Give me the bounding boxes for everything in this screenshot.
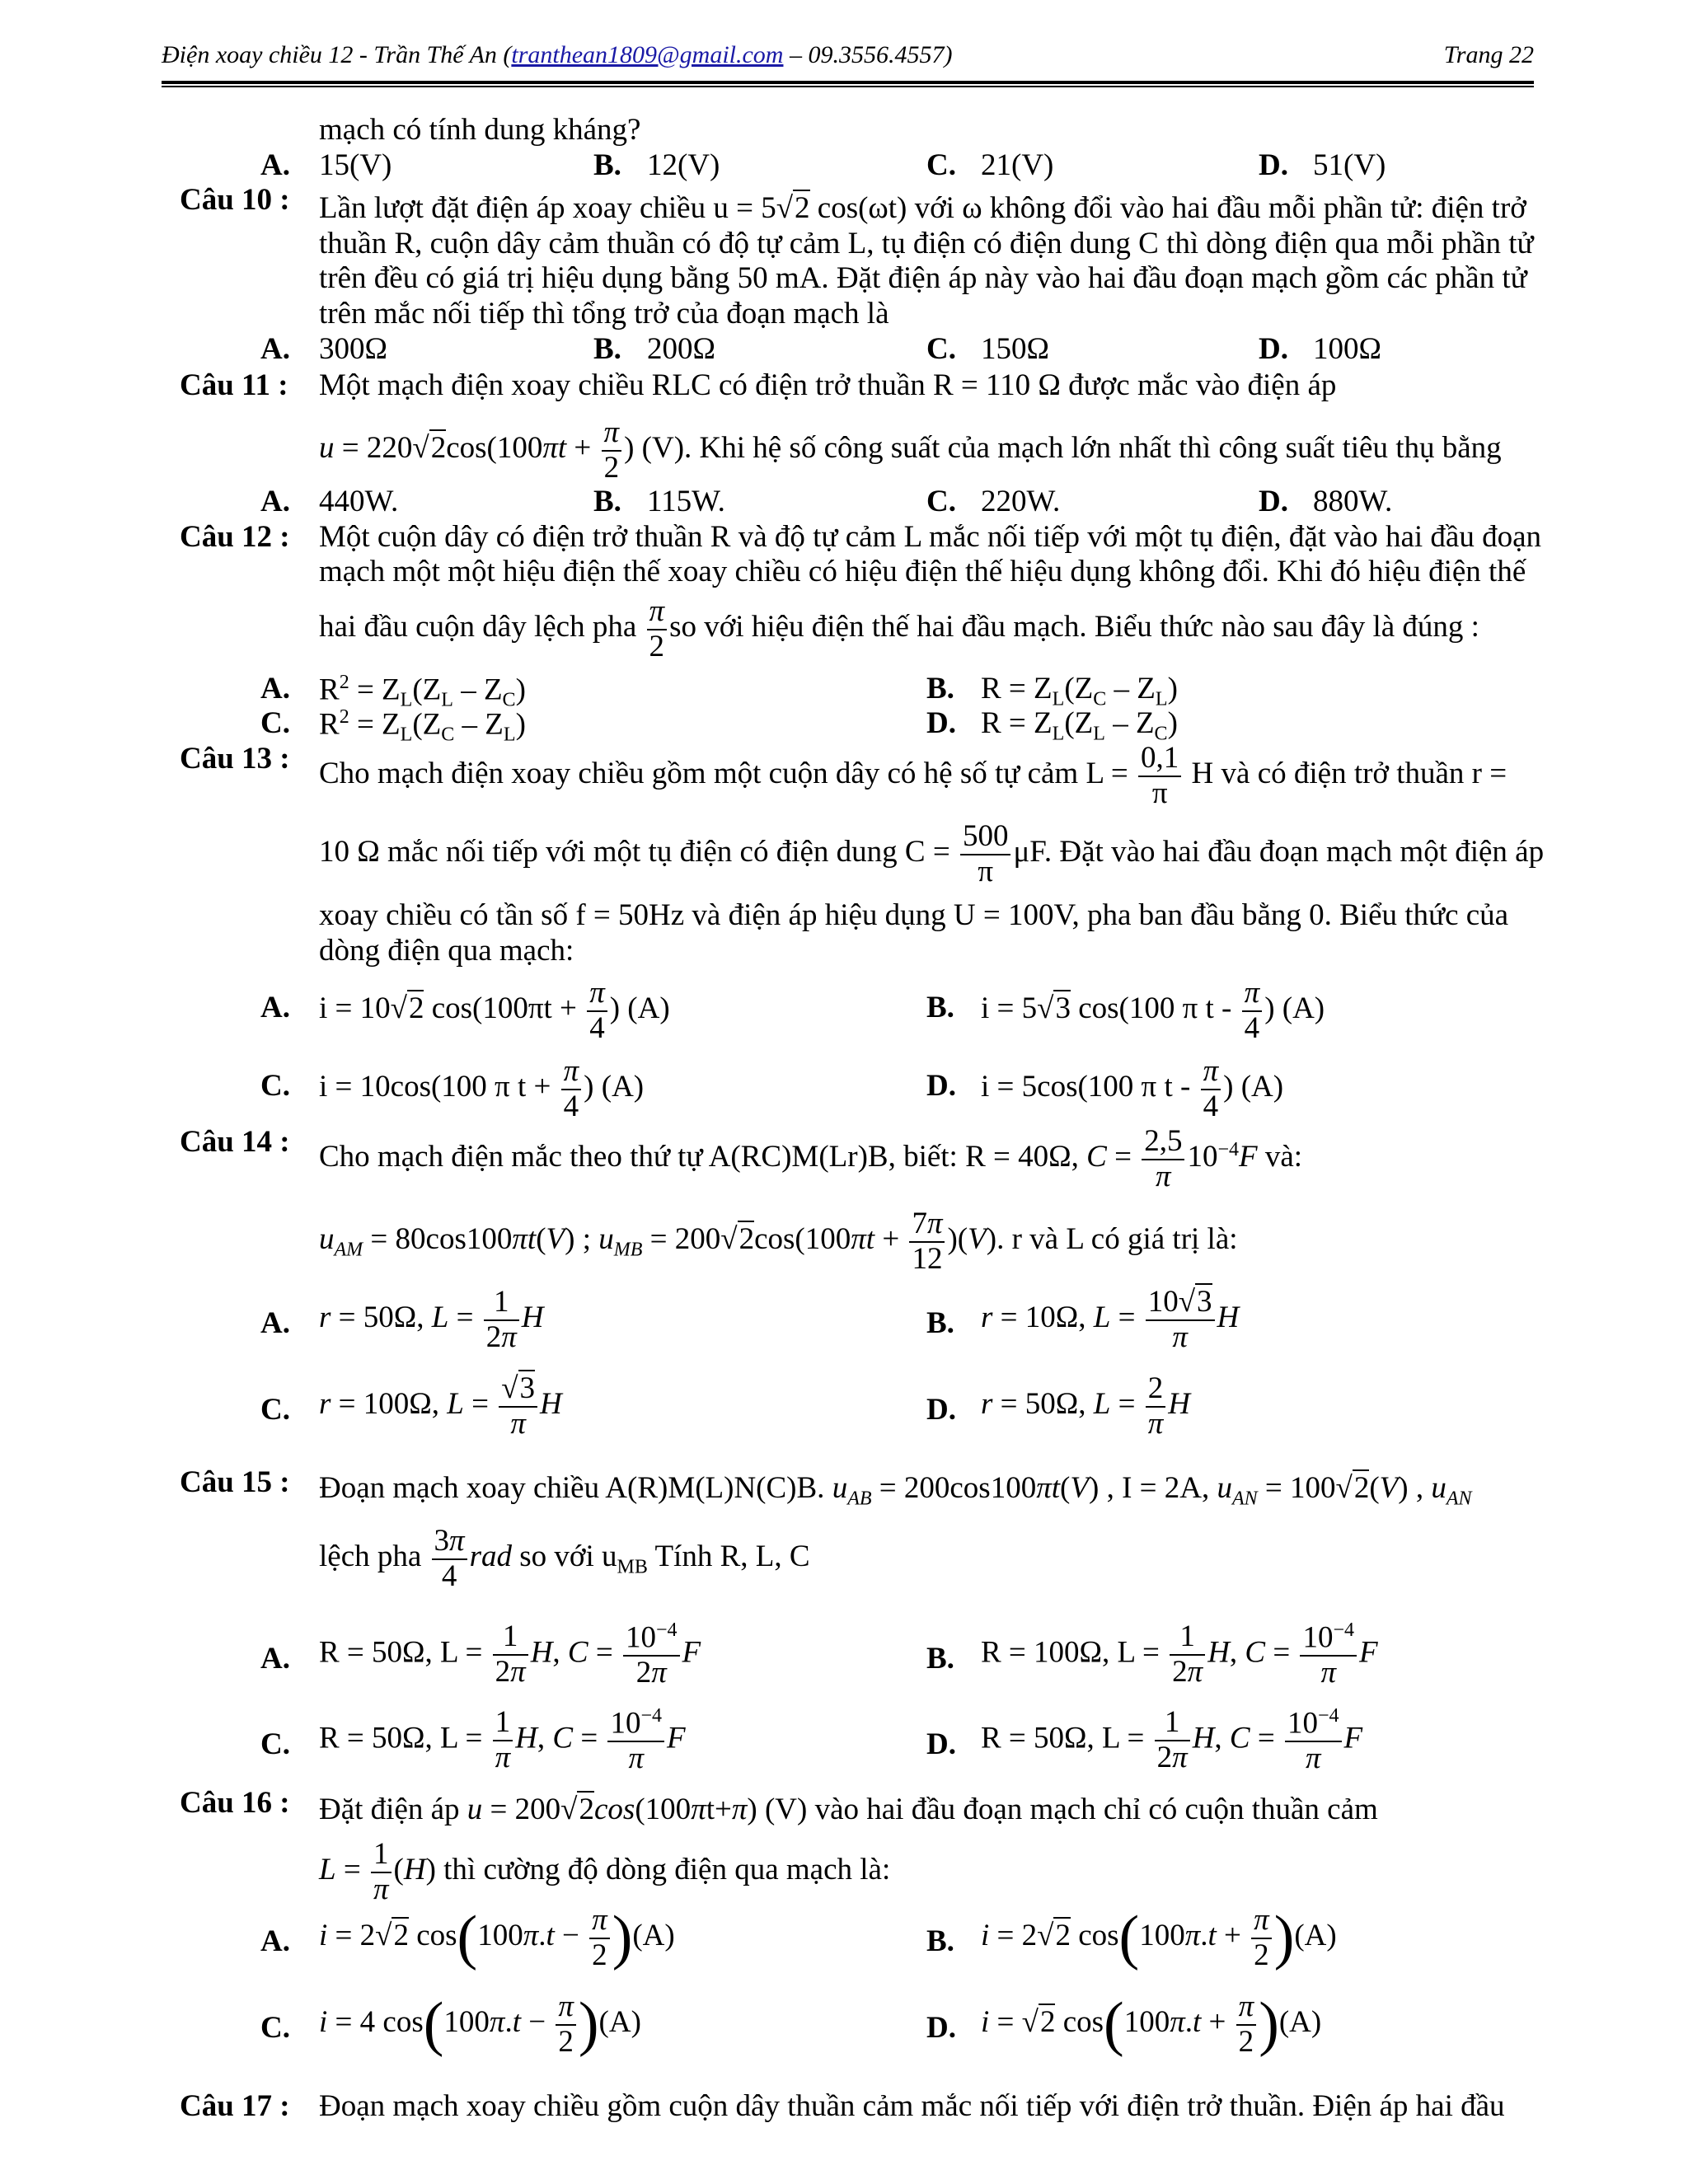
- q10-option-b: 200Ω: [647, 332, 715, 366]
- q16-option-d: i = √2 cos(100π.t + $\frac{\pi}{2}$ )(A): [981, 1990, 1322, 2059]
- question-label: Câu 11 :: [180, 368, 288, 402]
- q12-line2: mạch một một hiệu điện thế xoay chiều có hiệu điện thế hiệu dụng không đổi. Khi đó hiệu điện thế: [319, 555, 1526, 588]
- q14-option-b: r = 10Ω, L = $\frac{10√3}{\pi}$ H: [981, 1285, 1240, 1354]
- email-link[interactable]: tranthean1809@gmail.com: [511, 41, 784, 68]
- q10-option-a: 300Ω: [319, 332, 387, 366]
- q11-option-d: 880W.: [1313, 485, 1393, 518]
- q14-option-a: r = 50Ω, L = $\frac{1}{2\pi}$ H: [319, 1285, 544, 1354]
- page-header: [162, 41, 1534, 70]
- q16-option-a: i = 2√2 cos(100π.t − $\frac{\pi}{2}$ )(A): [319, 1903, 675, 1972]
- question-label: Câu 15 :: [180, 1465, 290, 1499]
- q15-line1: Đoạn mạch xoay chiều A(R)M(L)N(C)B. $u_{AB} = 200\cos 100\pi t(V)$ , I = 2A, $u_{AN} = 100√2(V)$ , $u_{AN}$: [319, 1471, 1472, 1510]
- q17-line1: Đoạn mạch xoay chiều gồm cuộn dây thuần cảm mắc nối tiếp với điện trở thuần. Điện áp hai đầu: [319, 2089, 1505, 2123]
- q10-line2: thuần R, cuộn dây cảm thuần có độ tự cảm L, tụ điện có điện dung C thì dòng điện qua mỗi phần tử: [319, 227, 1534, 260]
- q13-option-d: i = 5cos(100 π t - $\frac{\pi}{4}$ ) (A): [981, 1054, 1284, 1123]
- q11-option-a: 440W.: [319, 485, 399, 518]
- q13-option-b: i = 5√3 cos(100 π t - $\frac{\pi}{4}$ ) (A): [981, 976, 1325, 1045]
- page-number: Trang 22: [1443, 41, 1534, 68]
- q13-option-c: i = 10cos(100 π t + $\frac{\pi}{4}$ ) (A): [319, 1054, 645, 1123]
- q11-line2: u = 220√2cos(100πt + $\frac{\pi}{2}$ ) (V). Khi hệ số công suất của mạch lớn nhất thì công suất tiêu thụ bằng: [319, 415, 1502, 485]
- q13-line2: 10 Ω mắc nối tiếp với một tụ điện có điện dung C = $\frac{500}{\pi}$ μF. Đặt vào hai đầu đoạn mạch một điện áp: [319, 819, 1545, 888]
- question-label: Câu 16 :: [180, 1786, 290, 1820]
- header-rule-thin: [162, 86, 1534, 87]
- q12-option-d: $R = Z_L(Z_L - Z_C)$: [981, 706, 1178, 745]
- question-label: Câu 17 :: [180, 2089, 290, 2123]
- q13-line1: Cho mạch điện xoay chiều gồm một cuộn dây có hệ số tự cảm L = $\frac{0,1}{\pi}$ H và có điện trở thuần r =: [319, 741, 1507, 810]
- header-rule-thick: [162, 81, 1534, 84]
- q9-option-b: 12(V): [647, 148, 720, 182]
- q10-line4: trên mắc nối tiếp thì tổng trở của đoạn mạch là: [319, 297, 889, 330]
- q15-option-b: R = 100Ω, L = $\frac{1}{2\pi}$ H, C = $\frac{10^{-4}}{\pi}$ F: [981, 1619, 1378, 1690]
- q12-line3: hai đầu cuộn dây lệch pha $\frac{\pi}{2}$ so với hiệu điện thế hai đầu mạch. Biểu thức nào sau đây là đúng :: [319, 594, 1479, 663]
- q16-line2: L = $\frac{1}{\pi}$ (H) thì cường độ dòng điện qua mạch là:: [319, 1837, 891, 1906]
- q11-option-c: 220W.: [981, 485, 1061, 518]
- q14-option-c: r = 100Ω, L = $\frac{√3}{\pi}$ H: [319, 1371, 562, 1441]
- q15-option-c: R = 50Ω, L = $\frac{1}{\pi}$ H, C = $\frac{10^{-4}}{\pi}$ F: [319, 1705, 686, 1776]
- q12-line1: Một cuộn dây có điện trở thuần R và độ tự cảm L mắc nối tiếp với một tụ điện, đặt vào hai đầu đoạn: [319, 520, 1541, 554]
- q11-line1: Một mạch điện xoay chiều RLC có điện trở thuần R = 110 Ω được mắc vào điện áp: [319, 368, 1337, 402]
- q13-line4: dòng điện qua mạch:: [319, 934, 574, 968]
- question-label: Câu 10 :: [180, 183, 290, 217]
- q12-option-a: $R^2 = Z_L(Z_L - Z_C)$: [319, 672, 526, 711]
- q14-line1: Cho mạch điện mắc theo thứ tự A(RC)M(Lr)B, biết: R = 40Ω, C = $\frac{2,5}{\pi}$ $10^{-4}F$ và:: [319, 1124, 1303, 1193]
- q15-option-a: R = 50Ω, L = $\frac{1}{2\pi}$ H, C = $\frac{10^{-4}}{2\pi}$ F: [319, 1619, 701, 1690]
- q9-option-c: 21(V): [981, 148, 1054, 182]
- header-title: Điện xoay chiều 12 - Trần Thế An (: [162, 41, 512, 68]
- q10-line3: trên đều có giá trị hiệu dụng bằng 50 mA. Đặt điện áp này vào hai đầu đoạn mạch gồm các phần tử: [319, 261, 1527, 295]
- q13-option-a: i = 10√2 cos(100πt + $\frac{\pi}{4}$ ) (A): [319, 976, 670, 1045]
- header-phone: – 09.3556.4557): [783, 41, 953, 68]
- q12-option-c: $R^2 = Z_L(Z_C - Z_L)$: [319, 706, 526, 746]
- q9-option-a: 15(V): [319, 148, 392, 182]
- q16-option-b: i = 2√2 cos(100π.t + $\frac{\pi}{2}$ )(A): [981, 1903, 1337, 1972]
- question-label: Câu 14 :: [180, 1125, 290, 1159]
- q14-line2: $u_{AM} = 80\cos 100\pi t(V)$ ; $u_{MB} = 200√2\cos(100\pi t$ + $\frac{7\pi}{12}$ )(V). r và L có giá trị là:: [319, 1207, 1238, 1276]
- q16-line1: Đặt điện áp u = 200√2cos(100πt+π) (V) vào hai đầu đoạn mạch chỉ có cuộn thuần cảm: [319, 1793, 1378, 1826]
- q15-line2: lệch pha $\frac{3\pi}{4}$ rad so với $u_{MB}$ Tính R, L, C: [319, 1524, 810, 1593]
- q12-option-b: $R = Z_L(Z_C - Z_L)$: [981, 672, 1178, 710]
- q10-option-c: 150Ω: [981, 332, 1049, 366]
- question-label: Câu 12 :: [180, 520, 290, 554]
- q16-option-c: i = 4 cos(100π.t − $\frac{\pi}{2}$ )(A): [319, 1990, 641, 2059]
- q9-continuation: mạch có tính dung kháng?: [319, 113, 641, 147]
- q11-option-b: 115W.: [647, 485, 725, 518]
- question-label: Câu 13 :: [180, 742, 290, 776]
- q10-option-d: 100Ω: [1313, 332, 1381, 366]
- q15-option-d: R = 50Ω, L = $\frac{1}{2\pi}$ H, C = $\frac{10^{-4}}{\pi}$ F: [981, 1705, 1363, 1776]
- q14-option-d: r = 50Ω, L = $\frac{2}{\pi}$ H: [981, 1371, 1191, 1441]
- q13-line3: xoay chiều có tần số f = 50Hz và điện áp hiệu dụng U = 100V, pha ban đầu bằng 0. Biểu thức của: [319, 898, 1509, 932]
- q10-line1: Lần lượt đặt điện áp xoay chiều u = 5√2 cos(ωt) với ω không đổi vào hai đầu mỗi phần tử: điện trở: [319, 191, 1526, 225]
- q9-option-d: 51(V): [1313, 148, 1386, 182]
